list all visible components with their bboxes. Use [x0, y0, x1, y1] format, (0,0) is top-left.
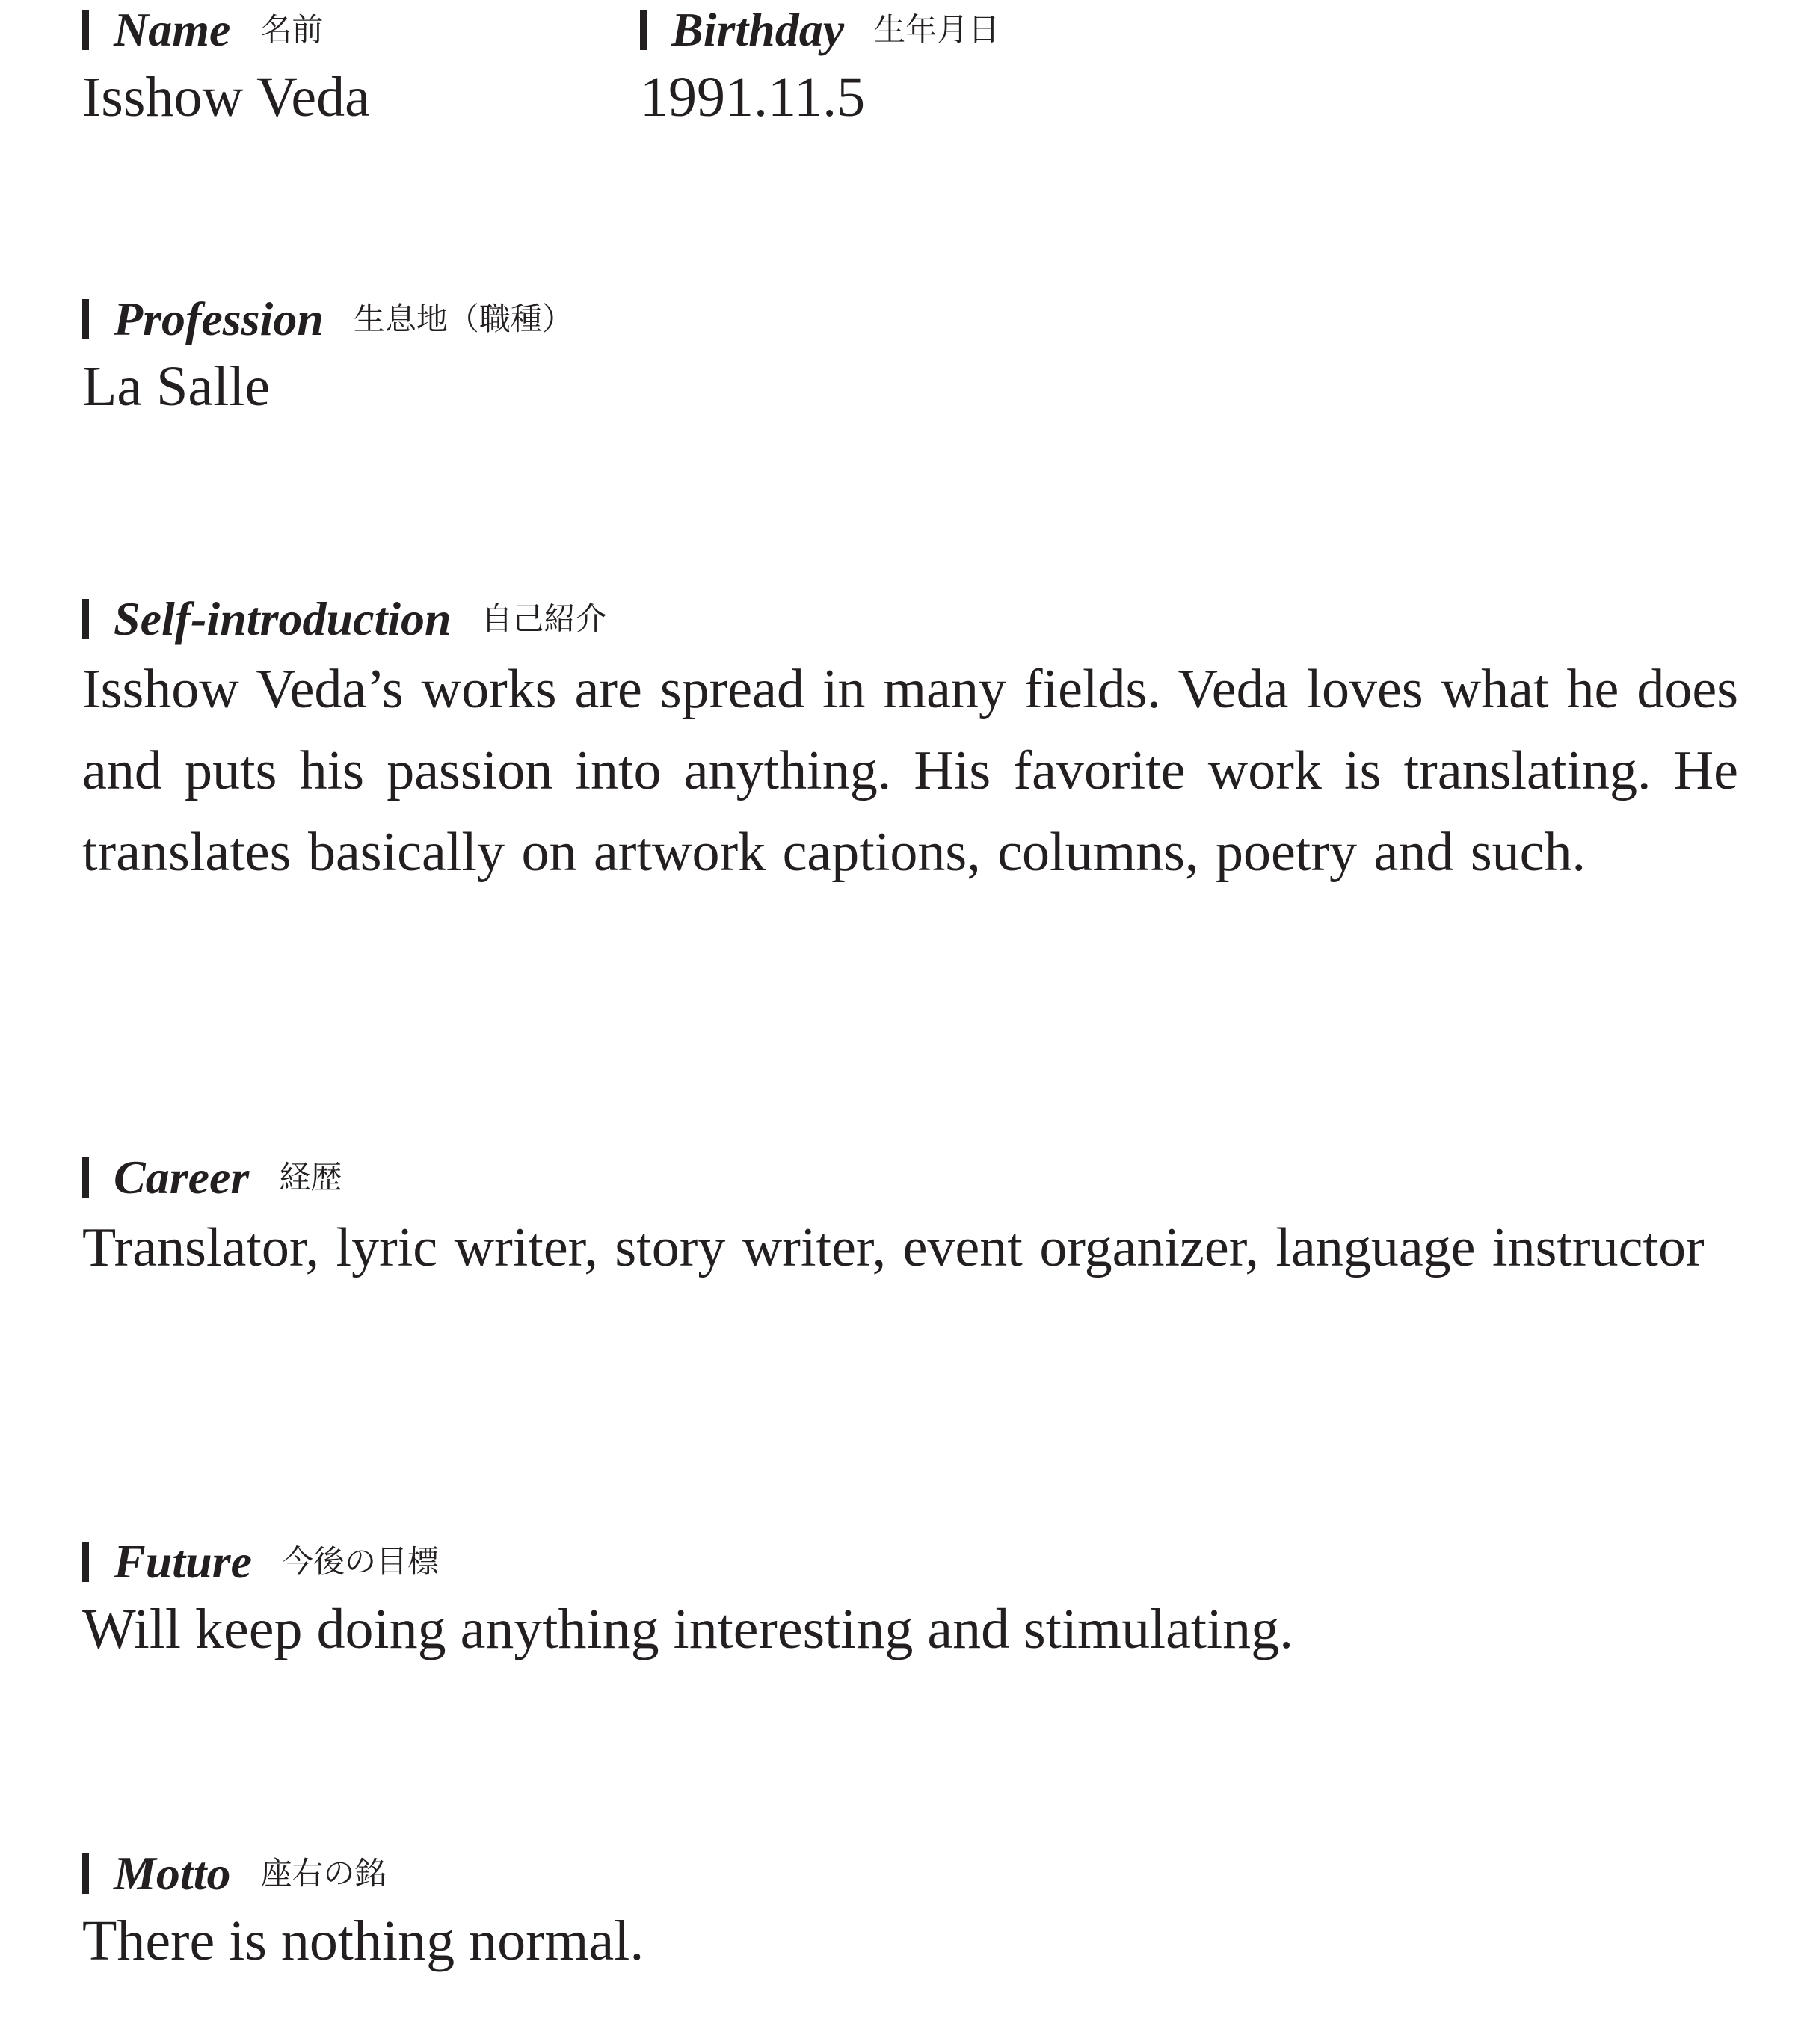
future-text: Will keep doing anything interesting and stimulating.	[82, 1598, 1294, 1660]
motto-label-jp: 座右の銘	[260, 1855, 387, 1891]
heading-bar-icon	[82, 10, 89, 50]
future-section	[82, 1532, 1293, 1669]
self-introduction-label: Self-introduction	[114, 592, 452, 645]
name-label-jp: 名前	[260, 11, 324, 48]
name-section	[82, 0, 370, 138]
birthday-label: Birthday	[671, 3, 845, 56]
heading-bar-icon	[82, 599, 89, 639]
self-introduction-label-jp: 自己紹介	[481, 600, 607, 637]
birthday-section	[640, 0, 1000, 138]
profession-value: La Salle	[82, 355, 271, 418]
heading-bar-icon	[82, 1542, 89, 1582]
motto-text: There is nothing normal.	[82, 1909, 644, 1972]
motto-label: Motto	[114, 1847, 231, 1900]
self-introduction-text: Isshow Veda’s works are spread in many fields. Veda loves what he does and puts his passion into anything. His favorite work is translating. He translates basically on artwork captions, columns, poetry and such.	[82, 659, 1738, 883]
future-heading	[82, 1532, 1293, 1592]
profession-label: Profession	[114, 292, 324, 345]
career-text: Translator, lyric writer, story writer, event organizer, language instructor	[82, 1217, 1705, 1278]
motto-heading	[82, 1844, 644, 1903]
profession-section	[82, 289, 573, 427]
name-heading	[82, 0, 370, 60]
career-label: Career	[114, 1151, 250, 1204]
birthday-heading	[640, 0, 1000, 60]
name-label: Name	[114, 3, 231, 56]
future-label: Future	[114, 1535, 252, 1588]
heading-bar-icon	[82, 1853, 89, 1894]
self-introduction-section	[82, 589, 1738, 893]
career-label-jp: 経歴	[279, 1159, 342, 1195]
birthday-label-jp: 生年月日	[874, 11, 1000, 48]
future-label-jp: 今後の目標	[281, 1543, 439, 1580]
name-value: Isshow Veda	[82, 66, 370, 129]
career-heading	[82, 1148, 1738, 1207]
self-introduction-heading	[82, 589, 1738, 649]
career-section	[82, 1148, 1738, 1289]
motto-section	[82, 1844, 644, 1981]
heading-bar-icon	[640, 10, 647, 50]
heading-bar-icon	[82, 1157, 89, 1198]
profession-label-jp: 生息地（職種）	[353, 301, 573, 337]
birthday-value: 1991.11.5	[640, 66, 866, 129]
heading-bar-icon	[82, 299, 89, 339]
profession-heading	[82, 289, 573, 349]
